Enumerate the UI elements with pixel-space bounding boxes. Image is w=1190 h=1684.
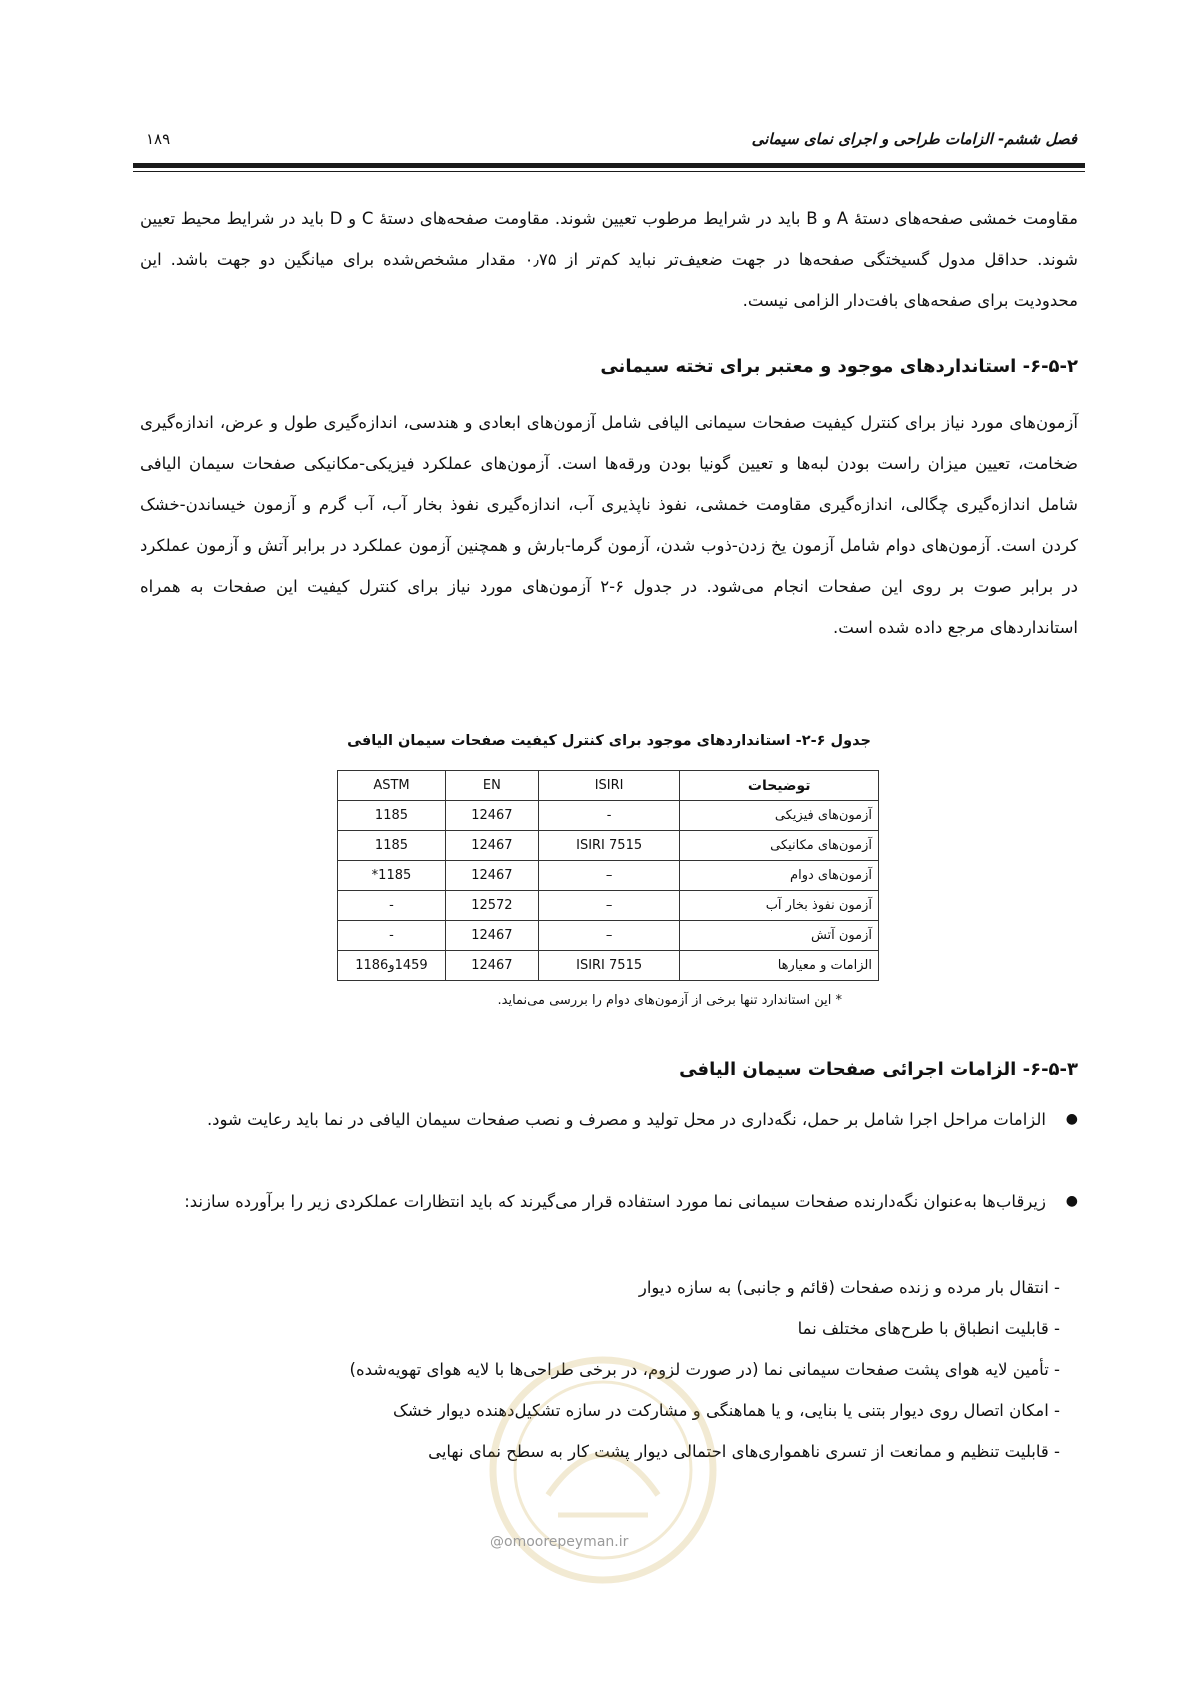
- standards-paragraph: آزمون‌های مورد نیاز برای کنترل کیفیت صفحات سیمانی الیافی شامل آزمون‌های ابعادی و هندسی، اندازه‌گیری طول و عرض، اندازه‌گیری ضخامت، تعیین میزان راست بودن لبه‌ها و تعیین گونیا بودن ورقه‌ها است. آزمون‌های عملکرد فیزیکی-مکانیکی صفحات سیمان الیافی شامل اندازه‌گیری چگالی، اندازه‌گیری مقاومت خمشی، نفوذ ناپذیری آب، اندازه‌گیری نفوذ بخار آب، آب گرم و آزمون خیساندن-خشک کردن است. آزمون‌های دوام شامل آزمون یخ زدن-ذوب شدن، آزمون گرما-بارش و همچنین آزمون عملکرد در برابر آتش و آزمون عملکرد در برابر صوت بر روی این صفحات انجام می‌شود. در جدول ۶-۲ آزمون‌های مورد نیاز برای کنترل کیفیت این صفحات به همراه استانداردهای مرجع داده شده است.: [140, 413, 1078, 637]
- section-heading-standards: ۶-۵-۲- استانداردهای موجود و معتبر برای تخته سیمانی: [600, 356, 1078, 377]
- table-cell: 1185: [338, 801, 446, 831]
- sub-list-item: - قابلیت تنظیم و ممانعت از تسری ناهمواری‌های احتمالی دیوار پشت کار به سطح نمای نهایی: [428, 1442, 1060, 1461]
- table-cell: -: [338, 921, 446, 951]
- header-rule-thin: [133, 171, 1085, 172]
- table-cell: ISIRI 7515: [538, 951, 680, 981]
- table-cell: 12467: [445, 951, 538, 981]
- table-footnote: * این استاندارد تنها برخی از آزمون‌های دوام را بررسی می‌نماید.: [497, 993, 842, 1008]
- table-cell: -: [538, 801, 680, 831]
- table-cell: آزمون آتش: [680, 921, 879, 951]
- table-cell: 12572: [445, 891, 538, 921]
- column-header-description: توضیحات: [680, 771, 879, 801]
- table-cell: 12467: [445, 861, 538, 891]
- table-row: [338, 921, 879, 951]
- table-cell: 12467: [445, 921, 538, 951]
- table-row: [338, 801, 879, 831]
- table-cell: 1185*: [338, 861, 446, 891]
- table-cell: –: [538, 891, 680, 921]
- bullet-dot-icon: ●: [1065, 1193, 1078, 1209]
- column-header-en: EN: [445, 771, 538, 801]
- table-cell: ISIRI 7515: [538, 831, 680, 861]
- bullet-text: الزامات مراحل اجرا شامل بر حمل، نگه‌داری در محل تولید و مصرف و نصب صفحات سیمان الیافی در نما باید رعایت شود.: [206, 1110, 1046, 1129]
- header-rule-thick: [133, 163, 1085, 168]
- sub-list-item: - امکان اتصال روی دیوار بتنی یا بنایی، و یا هماهنگی و مشارکت در سازه تشکیل‌دهنده دیوار خشک: [392, 1401, 1060, 1420]
- page-number: ۱۸۹: [146, 130, 171, 148]
- table-row: [338, 891, 879, 921]
- bullet-item: [140, 1181, 1078, 1222]
- table-row: [338, 951, 879, 981]
- table-cell: –: [538, 921, 680, 951]
- bullet-item: [140, 1099, 1078, 1140]
- intro-paragraph: مقاومت خمشی صفحه‌های دستهٔ A و B باید در شرایط مرطوب تعیین شوند. مقاومت صفحه‌های دستهٔ C و D باید در شرایط محیط تعیین شوند. حداقل مدول گسیختگی صفحه‌ها در جهت ضعیف‌تر نباید کم‌تر از ۰٫۷۵ مقدار مشخص‌شده برای میانگین دو جهت باشد. این محدودیت برای صفحه‌های بافت‌دار الزامی نیست.: [140, 209, 1078, 310]
- bullet-dot-icon: ●: [1065, 1111, 1078, 1127]
- table-cell: 12467: [445, 831, 538, 861]
- table-row: [338, 831, 879, 861]
- sub-list-item: - انتقال بار مرده و زنده صفحات (قائم و جانبی) به سازه دیوار: [638, 1278, 1060, 1297]
- standards-table: [337, 770, 879, 981]
- table-cell: –: [538, 861, 680, 891]
- table-header-row: [338, 771, 879, 801]
- table-row: [338, 861, 879, 891]
- sub-list-item: - قابلیت انطباق با طرح‌های مختلف نما: [797, 1319, 1060, 1338]
- table-cell: آزمون‌های فیزیکی: [680, 801, 879, 831]
- seal-arc: [548, 1455, 658, 1495]
- table-cell: آزمون‌های دوام: [680, 861, 879, 891]
- table-cell: الزامات و معیارها: [680, 951, 879, 981]
- watermark-seal-icon: [478, 1345, 728, 1595]
- watermark-site-text: @omoorepeyman.ir: [490, 1534, 629, 1550]
- seal-inner-ring: [515, 1382, 691, 1558]
- running-header-title: فصل ششم- الزامات طراحی و اجرای نمای سیمانی: [751, 130, 1077, 148]
- table-caption: جدول ۶-۲- استانداردهای موجود برای کنترل کیفیت صفحات سیمان الیافی: [347, 733, 871, 749]
- table-cell: آزمون‌های مکانیکی: [680, 831, 879, 861]
- column-header-astm: ASTM: [338, 771, 446, 801]
- table-cell: آزمون نفوذ بخار آب: [680, 891, 879, 921]
- section-heading-execution: ۶-۵-۳- الزامات اجرائی صفحات سیمان الیافی: [679, 1059, 1078, 1080]
- bullet-text: زیرقاب‌ها به‌عنوان نگه‌دارنده صفحات سیمانی نما مورد استفاده قرار می‌گیرند که باید انتظارات عملکردی زیر را برآورده سازند:: [184, 1192, 1046, 1211]
- table-cell: 12467: [445, 801, 538, 831]
- table-cell: 1185: [338, 831, 446, 861]
- sub-list-item: - تأمین لایه هوای پشت صفحات سیمانی نما (در صورت لزوم، در برخی طراحی‌ها با لایه هوای تهویه‌شده): [349, 1360, 1060, 1379]
- table-cell: -: [338, 891, 446, 921]
- column-header-isiri: ISIRI: [538, 771, 680, 801]
- table-cell: 1459و1186: [338, 951, 446, 981]
